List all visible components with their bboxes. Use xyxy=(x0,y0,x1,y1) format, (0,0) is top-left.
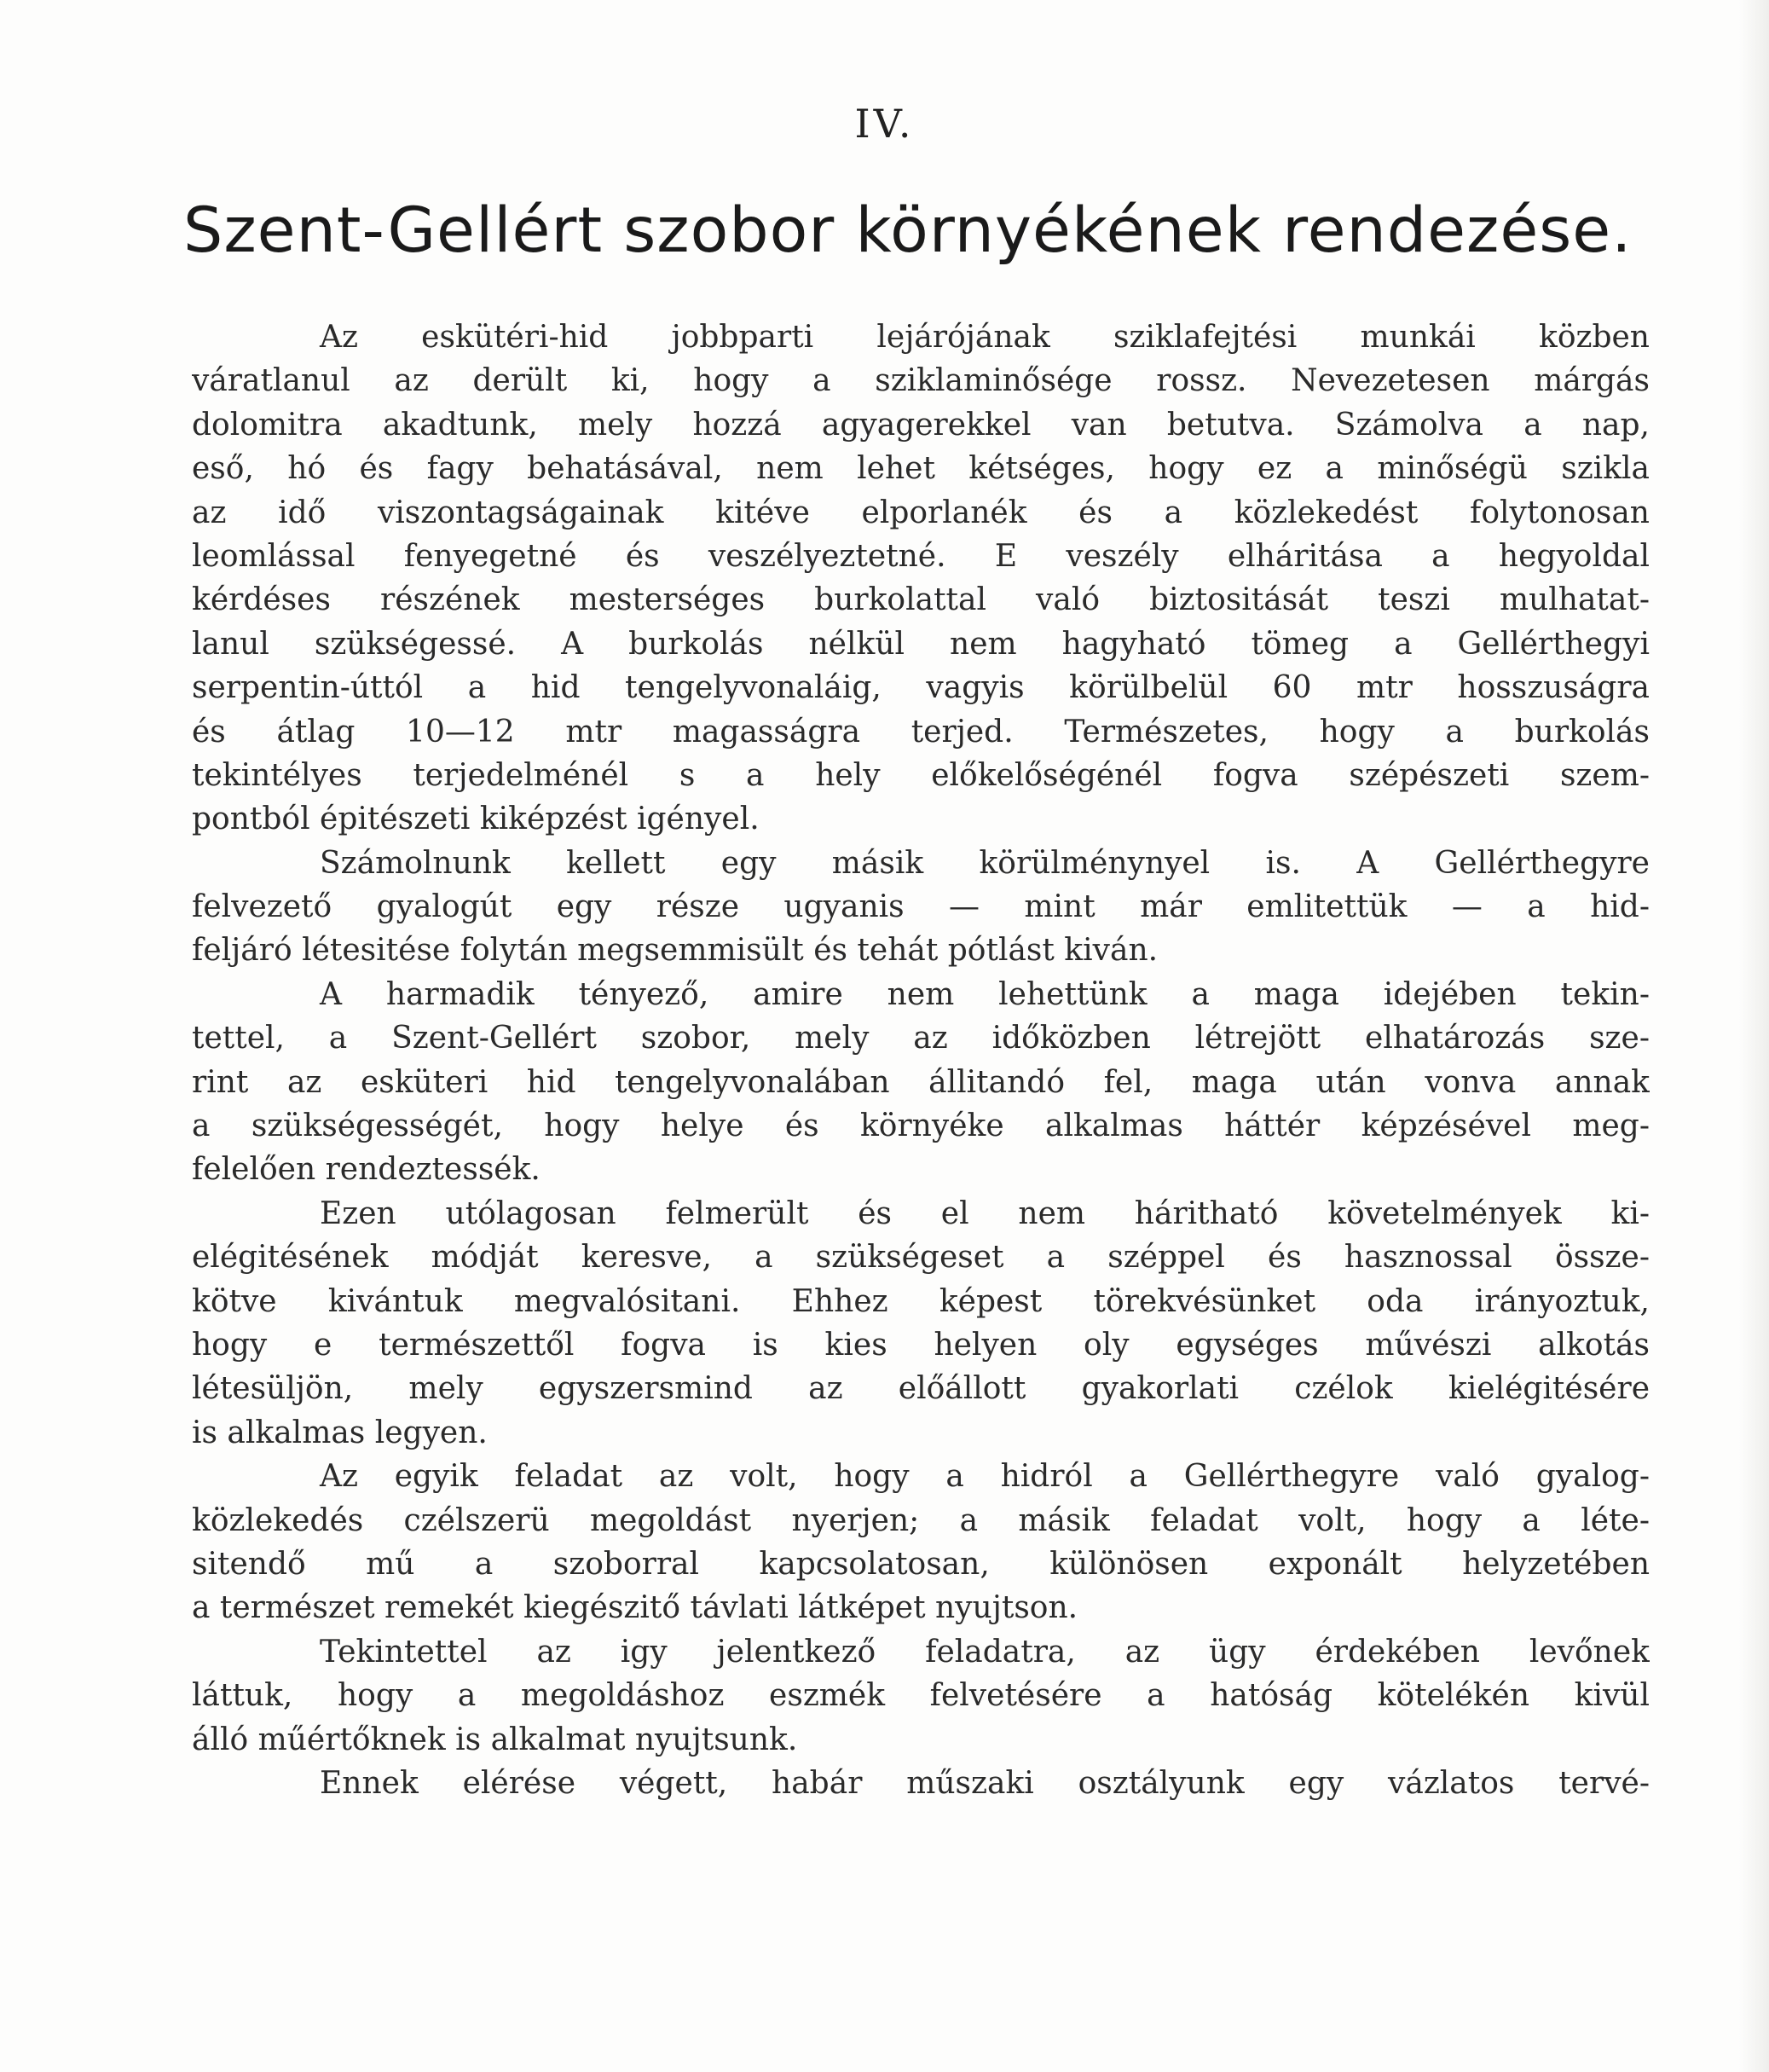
body-text xyxy=(192,315,1650,1805)
text-line: felvezető gyalogút egy része ugyanis — mint már emlitettük — a hid- xyxy=(192,889,1650,925)
text-line: Ennek elérése végett, habár műszaki osztályunk egy vázlatos tervé- xyxy=(320,1765,1650,1801)
page-title: Szent-Gellért szobor környékének rendezése. xyxy=(183,194,1633,267)
text-line: a természet remekét kiegészitő távlati látképet nyujtson. xyxy=(192,1590,1078,1626)
text-line: serpentin-úttól a hid tengelyvonaláig, vagyis körülbelül 60 mtr hosszuságra xyxy=(192,670,1650,706)
text-line: létesüljön, mely egyszersmind az előállott gyakorlati czélok kielégitésére xyxy=(192,1371,1650,1407)
text-line: pontból épitészeti kiképzést igényel. xyxy=(192,802,760,837)
text-line: elégitésének módját keresve, a szükségeset a széppel és hasznossal össze- xyxy=(192,1240,1650,1276)
text-line: és átlag 10—12 mtr magasságra terjed. Természetes, hogy a burkolás xyxy=(192,714,1650,750)
text-line: az idő viszontagságainak kitéve elporlanék és a közlekedést folytonosan xyxy=(192,495,1650,530)
text-line: is alkalmas legyen. xyxy=(192,1415,488,1450)
text-line: A harmadik tényező, amire nem lehettünk a maga idejében tekin- xyxy=(320,976,1650,1012)
text-line: láttuk, hogy a megoldáshoz eszmék felvetésére a hatóság kötelékén kivül xyxy=(192,1678,1650,1714)
text-line: feljáró létesitése folytán megsemmisült és tehát pótlást kiván. xyxy=(192,933,1159,969)
text-line: a szükségességét, hogy helye és környéke alkalmas háttér képzésével meg- xyxy=(192,1108,1650,1144)
text-line: eső, hó és fagy behatásával, nem lehet kétséges, hogy ez a minőségü szikla xyxy=(192,451,1650,487)
text-line: leomlással fenyegetné és veszélyeztetné. E veszély elháritása a hegyoldal xyxy=(192,538,1650,574)
text-line: rint az esküteri hid tengelyvonalában állitandó fel, maga után vonva annak xyxy=(192,1064,1650,1100)
text-line: Ezen utólagosan felmerült és el nem háritható követelmények ki- xyxy=(320,1195,1650,1231)
text-line: felelően rendeztessék. xyxy=(192,1152,541,1188)
text-line: hogy e természettől fogva is kies helyen oly egységes művészi alkotás xyxy=(192,1327,1650,1363)
text-line: dolomitra akadtunk, mely hozzá agyagerekkel van betutva. Számolva a nap, xyxy=(192,407,1650,443)
text-line: sitendő mű a szoborral kapcsolatosan, különösen exponált helyzetében xyxy=(192,1546,1650,1582)
text-line: Az eskütéri-hid jobbparti lejárójának sziklafejtési munkái közben xyxy=(320,320,1650,355)
text-line: váratlanul az derült ki, hogy a sziklaminősége rossz. Nevezetesen márgás xyxy=(192,363,1650,399)
text-line: Számolnunk kellett egy másik körülménynyel is. A Gellérthegyre xyxy=(320,845,1650,881)
text-line: kötve kivántuk megvalósitani. Ehhez képest törekvésünket oda irányoztuk, xyxy=(192,1283,1650,1319)
scan-edge-shadow xyxy=(1739,0,1769,2072)
text-line: lanul szükségessé. A burkolás nélkül nem hagyható tömeg a Gellérthegyi xyxy=(192,626,1650,662)
text-line: Az egyik feladat az volt, hogy a hidról a Gellérthegyre való gyalog- xyxy=(320,1459,1650,1495)
chapter-number: IV. xyxy=(854,101,915,147)
text-line: kérdéses részének mesterséges burkolattal való biztositását teszi mulhatat- xyxy=(192,582,1650,618)
text-line: álló műértőknek is alkalmat nyujtsunk. xyxy=(192,1722,798,1757)
text-line: tettel, a Szent-Gellért szobor, mely az időközben létrejött elhatározás sze- xyxy=(192,1021,1650,1056)
text-line: Tekintettel az igy jelentkező feladatra, az ügy érdekében levőnek xyxy=(320,1634,1650,1670)
text-line: közlekedés czélszerü megoldást nyerjen; a másik feladat volt, hogy a léte- xyxy=(192,1502,1650,1538)
text-line: tekintélyes terjedelménél s a hely előkelőségénél fogva szépészeti szem- xyxy=(192,757,1650,793)
